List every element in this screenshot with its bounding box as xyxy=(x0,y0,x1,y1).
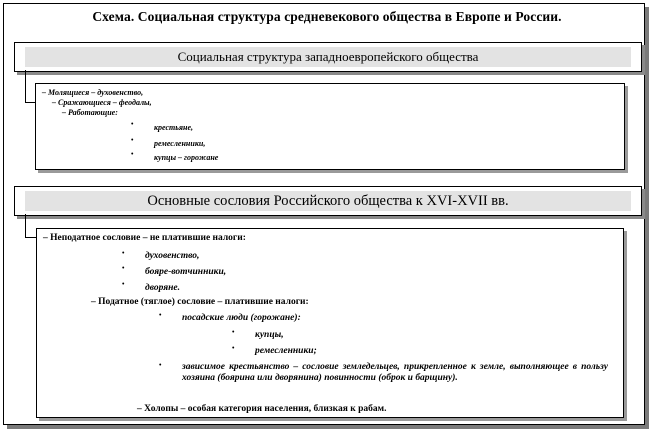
town-merchants: купцы, xyxy=(255,330,284,340)
untaxed-boyars: бояре-вотчинники, xyxy=(145,267,227,277)
untaxed-estate: – Неподатное сословие – не платившие налоги: xyxy=(43,233,246,243)
western-section-title: Социальная структура западноевропейского общества xyxy=(25,47,631,67)
russian-connector-vertical xyxy=(25,214,26,238)
untaxed-nobles: дворяне. xyxy=(145,283,180,293)
town-craftsmen: ремесленники; xyxy=(255,346,317,356)
bullet-icon: • xyxy=(122,249,125,257)
bullet-icon: • xyxy=(159,311,162,319)
western-connector-vertical xyxy=(25,70,26,103)
western-feudal-lords: – Сражающиеся – феодалы, xyxy=(52,98,152,107)
bullet-icon: • xyxy=(159,361,162,369)
bullet-icon: • xyxy=(232,328,235,336)
serfs-category: – Холопы – особая категория населения, близкая к рабам. xyxy=(137,404,387,414)
bullet-icon: • xyxy=(131,150,134,158)
western-peasants: крестьяне, xyxy=(154,123,194,132)
untaxed-clergy: духовенство, xyxy=(145,251,200,261)
russian-connector-horizontal xyxy=(25,237,36,238)
bullet-icon: • xyxy=(122,264,125,272)
taxed-estate: – Податное (тяглое) сословие – платившие налоги: xyxy=(91,297,309,307)
bullet-icon: • xyxy=(232,344,235,352)
western-section-header xyxy=(14,42,642,72)
bullet-icon: • xyxy=(122,280,125,288)
western-craftsmen: ремесленники, xyxy=(154,139,206,148)
russian-section-title: Основные сословия Российского общества к XVI-XVII вв. xyxy=(25,191,631,211)
bullet-icon: • xyxy=(131,136,134,144)
dependent-peasantry: зависимое крестьянство – сословие земледельцев, прикрепленное к земле, выполняющее в пользу хозяина (боярина или дворянина) повинности (оброк и барщину). xyxy=(182,362,608,384)
russian-section-header xyxy=(14,186,642,216)
western-connector-horizontal xyxy=(25,102,35,103)
western-workers: – Работающие: xyxy=(62,108,118,117)
russian-structure-box xyxy=(36,228,624,418)
bullet-icon: • xyxy=(131,120,134,128)
diagram-title: Схема. Социальная структура средневекового общества в Европе и России. xyxy=(92,9,562,24)
western-merchants: купцы – горожане xyxy=(154,153,219,162)
western-clergy: – Молящиеся – духовенство, xyxy=(42,88,144,97)
western-structure-box xyxy=(35,83,625,170)
townspeople: посадские люди (горожане): xyxy=(182,313,301,323)
